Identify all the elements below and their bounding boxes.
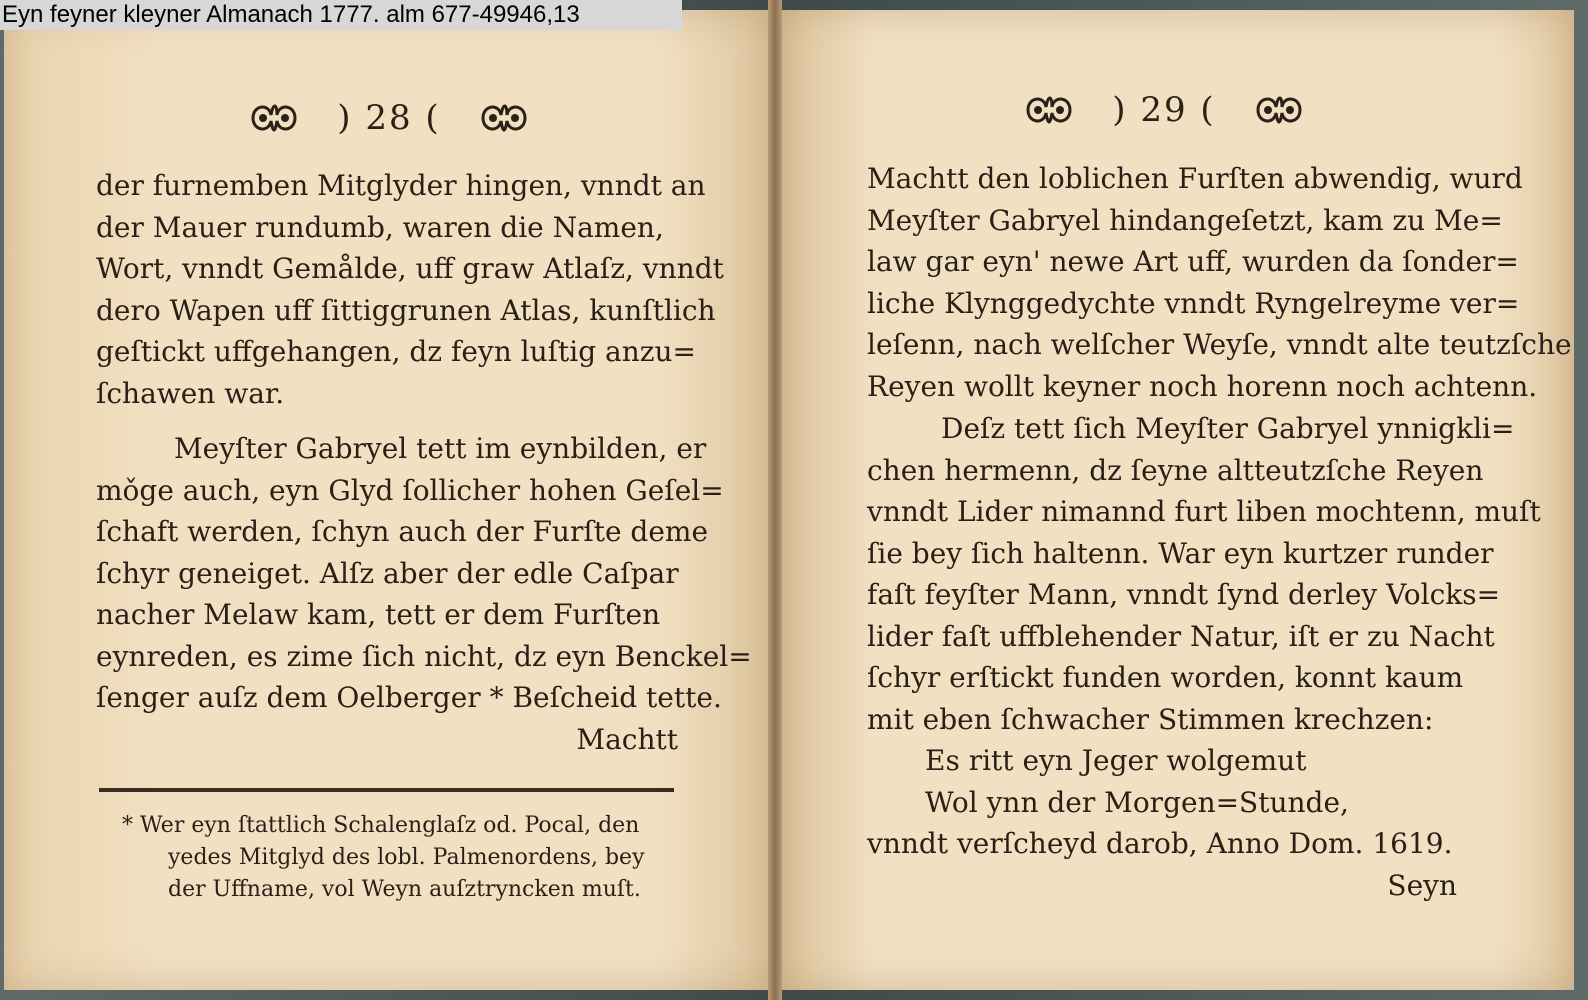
ornament-icon xyxy=(477,99,531,137)
text-line: ſie bey ſich haltenn. War eyn kurtzer runder xyxy=(867,536,1494,570)
text-line: ſchyr geneiget. Alſz aber der edle Caſpar xyxy=(96,556,679,590)
text-line: Deſz tett ſich Meyſter Gabryel ynnigkli= xyxy=(941,412,1515,445)
text-line: eynreden, es zime ſich nicht, dz eyn Benckel= xyxy=(96,639,752,673)
text-line: leſenn, nach welſcher Weyſe, vnndt alte teutzſche xyxy=(867,328,1572,361)
text-line: geſtickt uffgehangen, dz feyn luſtig anzu= xyxy=(96,335,696,368)
page-number: ) 28 ( xyxy=(337,98,441,138)
footnote-line: * Wer eyn ſtattlich Schalenglaſz od. Pocal, den xyxy=(122,813,640,838)
text-line: ſchawen war. xyxy=(96,376,285,410)
book-spine xyxy=(768,0,782,1000)
text-line: nacher Melaw kam, tett er dem Furſten xyxy=(96,598,661,631)
text-line: ſchyr erſtickt funden worden, konnt kaum xyxy=(867,661,1464,694)
footnote-line: yedes Mitglyd des lobl. Palmenordens, bey xyxy=(168,845,645,870)
footnote-line: der Uffname, vol Weyn auſztryncken muſt. xyxy=(168,877,641,902)
right-paragraph-2 xyxy=(867,408,1541,906)
text-line: dero Wapen uff ſittiggrunen Atlas, kunſtlich xyxy=(96,293,716,327)
left-page xyxy=(4,10,777,990)
text-line: vnndt Lider nimannd furt liben mochtenn, muſt xyxy=(867,495,1541,528)
verse-line: Wol ynn der Morgen=Stunde, xyxy=(925,785,1349,819)
ornament-icon xyxy=(1022,91,1076,129)
ornament-icon xyxy=(247,99,301,137)
text-line: mǒge auch, eyn Glyd ſollicher hohen Geſel= xyxy=(96,473,724,507)
text-line: liche Klynggedychte vnndt Ryngelreyme ver= xyxy=(867,286,1520,320)
right-paragraph-1 xyxy=(867,158,1572,407)
catchword: Seyn xyxy=(1387,868,1457,902)
ornament-icon xyxy=(1252,91,1306,129)
footnote-rule xyxy=(99,788,674,792)
right-page-header xyxy=(777,90,1574,130)
caption-bar xyxy=(0,0,682,30)
text-line: Meyſter Gabryel tett im eynbilden, er xyxy=(174,432,707,465)
closing-line: vnndt verſcheyd darob, Anno Dom. 1619. xyxy=(867,827,1453,860)
verse-line: Es ritt eyn Jeger wolgemut xyxy=(925,744,1307,777)
text-line: der furnemben Mitglyder hingen, vnndt an xyxy=(96,169,706,202)
left-page-header xyxy=(4,98,774,138)
text-line: ſchaft werden, ſchyn auch der Furſte deme xyxy=(96,515,709,548)
left-paragraph-2 xyxy=(96,428,752,760)
text-line: mit eben ſchwacher Stimmen krechzen: xyxy=(867,702,1434,736)
footnote xyxy=(122,810,682,906)
left-paragraph-1 xyxy=(96,165,724,414)
text-line: der Mauer rundumb, waren die Namen, xyxy=(96,210,664,244)
text-line: lider faſt uffblehender Natur, iſt er zu Nacht xyxy=(867,619,1495,653)
right-page xyxy=(777,10,1574,990)
page-number: ) 29 ( xyxy=(1112,90,1216,130)
text-line: law gar eyn' newe Art uff, wurden da ſonder= xyxy=(867,245,1519,278)
text-line: Wort, vnndt Gemålde, uff graw Atlaſz, vnndt xyxy=(96,252,724,285)
text-line: chen hermenn, dz ſeyne altteutzſche Reyen xyxy=(867,453,1484,487)
text-line: Meyſter Gabryel hindangeſetzt, kam zu Me= xyxy=(867,203,1503,237)
catchword: Machtt xyxy=(576,722,678,756)
text-line: Machtt den loblichen Furſten abwendig, wurd xyxy=(867,162,1523,195)
image-caption: Eyn feyner kleyner Almanach 1777. alm 677-49946,13 xyxy=(2,1,580,28)
text-line: faſt feyſter Mann, vnndt ſynd derley Volcks= xyxy=(867,578,1501,611)
text-line: Reyen wollt keyner noch horenn noch achtenn. xyxy=(867,369,1538,403)
text-line: ſenger auſz dem Oelberger * Beſcheid tette. xyxy=(96,681,722,714)
